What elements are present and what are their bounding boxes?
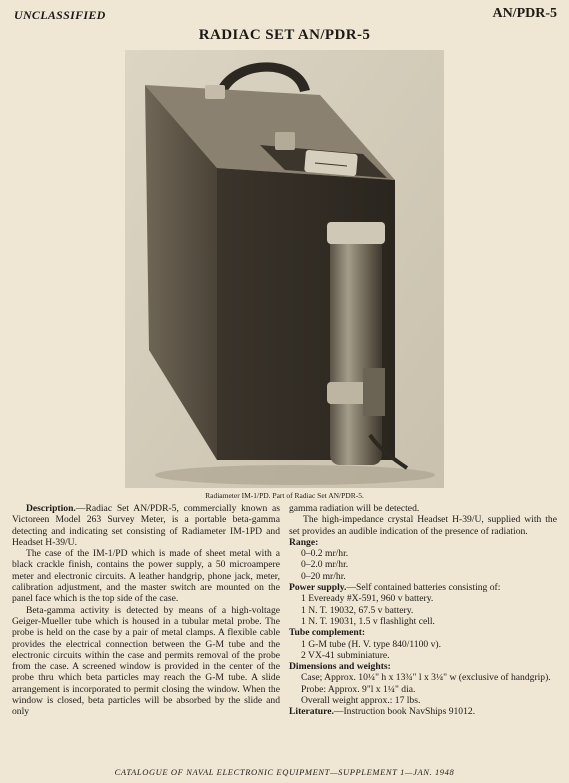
range-item: 0–0.2 mr/hr. bbox=[301, 548, 349, 560]
dimension-item: Overall weight approx.: 17 lbs. bbox=[301, 695, 421, 707]
right-column bbox=[289, 503, 557, 718]
photo-caption: Radiameter IM-1/PD. Part of Radiac Set AN/PDR-5. bbox=[205, 491, 364, 500]
range-label: Range: bbox=[289, 536, 319, 548]
range-item: 0–2.0 mr/hr. bbox=[301, 559, 349, 571]
battery-item: 1 N. T. 19032, 67.5 v battery. bbox=[301, 604, 414, 616]
power-label: Power supply. bbox=[289, 582, 347, 594]
battery-item: 1 N. T. 19031, 1.5 v flashlight cell. bbox=[301, 615, 435, 627]
page-footer: CATALOGUE OF NAVAL ELECTRONIC EQUIPMENT—SUPPLEMENT 1—JAN. 1948 bbox=[114, 767, 455, 777]
tube-item: 2 VX-41 subminiature. bbox=[301, 649, 390, 661]
description-paragraph bbox=[12, 503, 280, 548]
headset-paragraph: The high-impedance crystal Headset H-39/U, supplied with the set provides an audible indication of the presence of radiation. bbox=[289, 514, 557, 537]
probe-paragraph: Beta-gamma activity is detected by means of a high-voltage Geiger-Mueller tube which is housed in a tubular metal probe. The probe is held on the case by a pair of metal clamps. A flexible cable provides the electrical connection between the G-M tube and the electronic circuits within the case and permits removal of the probe from the case. A screened window is provided in the center of the probe thru which beta particles may reach the G-M tube. A slide arrangement is incorporated to permit closing the window. When the window is closed, beta particles will be absorbed by the slide and only bbox=[12, 604, 280, 718]
power-supply-line bbox=[289, 582, 557, 593]
literature-label: Literature. bbox=[289, 706, 334, 718]
left-column bbox=[12, 503, 280, 718]
classification-marking: UNCLASSIFIED bbox=[14, 8, 106, 22]
tube-item: 1 G-M tube (H. V. type 840/1100 v). bbox=[301, 638, 441, 650]
power-text: —Self contained batteries consisting of: bbox=[346, 582, 501, 594]
equipment-photo bbox=[125, 50, 444, 488]
equipment-designation: AN/PDR-5 bbox=[492, 6, 557, 21]
dimension-item: Case; Approx. 10¼" h x 13¾" l x 3¼" w (exclusive of handgrip). bbox=[301, 672, 551, 684]
tube-label: Tube complement: bbox=[289, 627, 366, 639]
description-text: —Radiac Set AN/PDR-5, commercially known as Victoreen Model 263 Survey Meter, is a portable beta-gamma detecting and indicating set consisting of Radiameter IM-1PD and Headset H-39/U. bbox=[12, 503, 280, 548]
literature-text: —Instruction book NavShips 91012. bbox=[333, 706, 476, 718]
battery-item: 1 Eveready #X-591, 960 v battery. bbox=[301, 593, 434, 605]
case-paragraph: The case of the IM-1/PD which is made of sheet metal with a black crackle finish, contains the power supply, a 50 microampere meter and electronic circuits. A leather handgrip, phone jack, meter, calibration adjustment, and the master switch are mounted on the panel face which is the top side of the case. bbox=[12, 548, 280, 605]
dimensions-label: Dimensions and weights: bbox=[289, 661, 391, 673]
description-label: Description. bbox=[26, 503, 76, 514]
page-title: RADIAC SET AN/PDR-5 bbox=[198, 27, 371, 43]
dimension-item: Probe: Approx. 9"l x 1¼" dia. bbox=[301, 683, 416, 695]
continuation-text: gamma radiation will be detected. bbox=[289, 503, 420, 514]
literature-line bbox=[289, 706, 557, 717]
range-item: 0–20 mr/hr. bbox=[301, 570, 346, 582]
radiameter-illustration bbox=[125, 50, 444, 488]
